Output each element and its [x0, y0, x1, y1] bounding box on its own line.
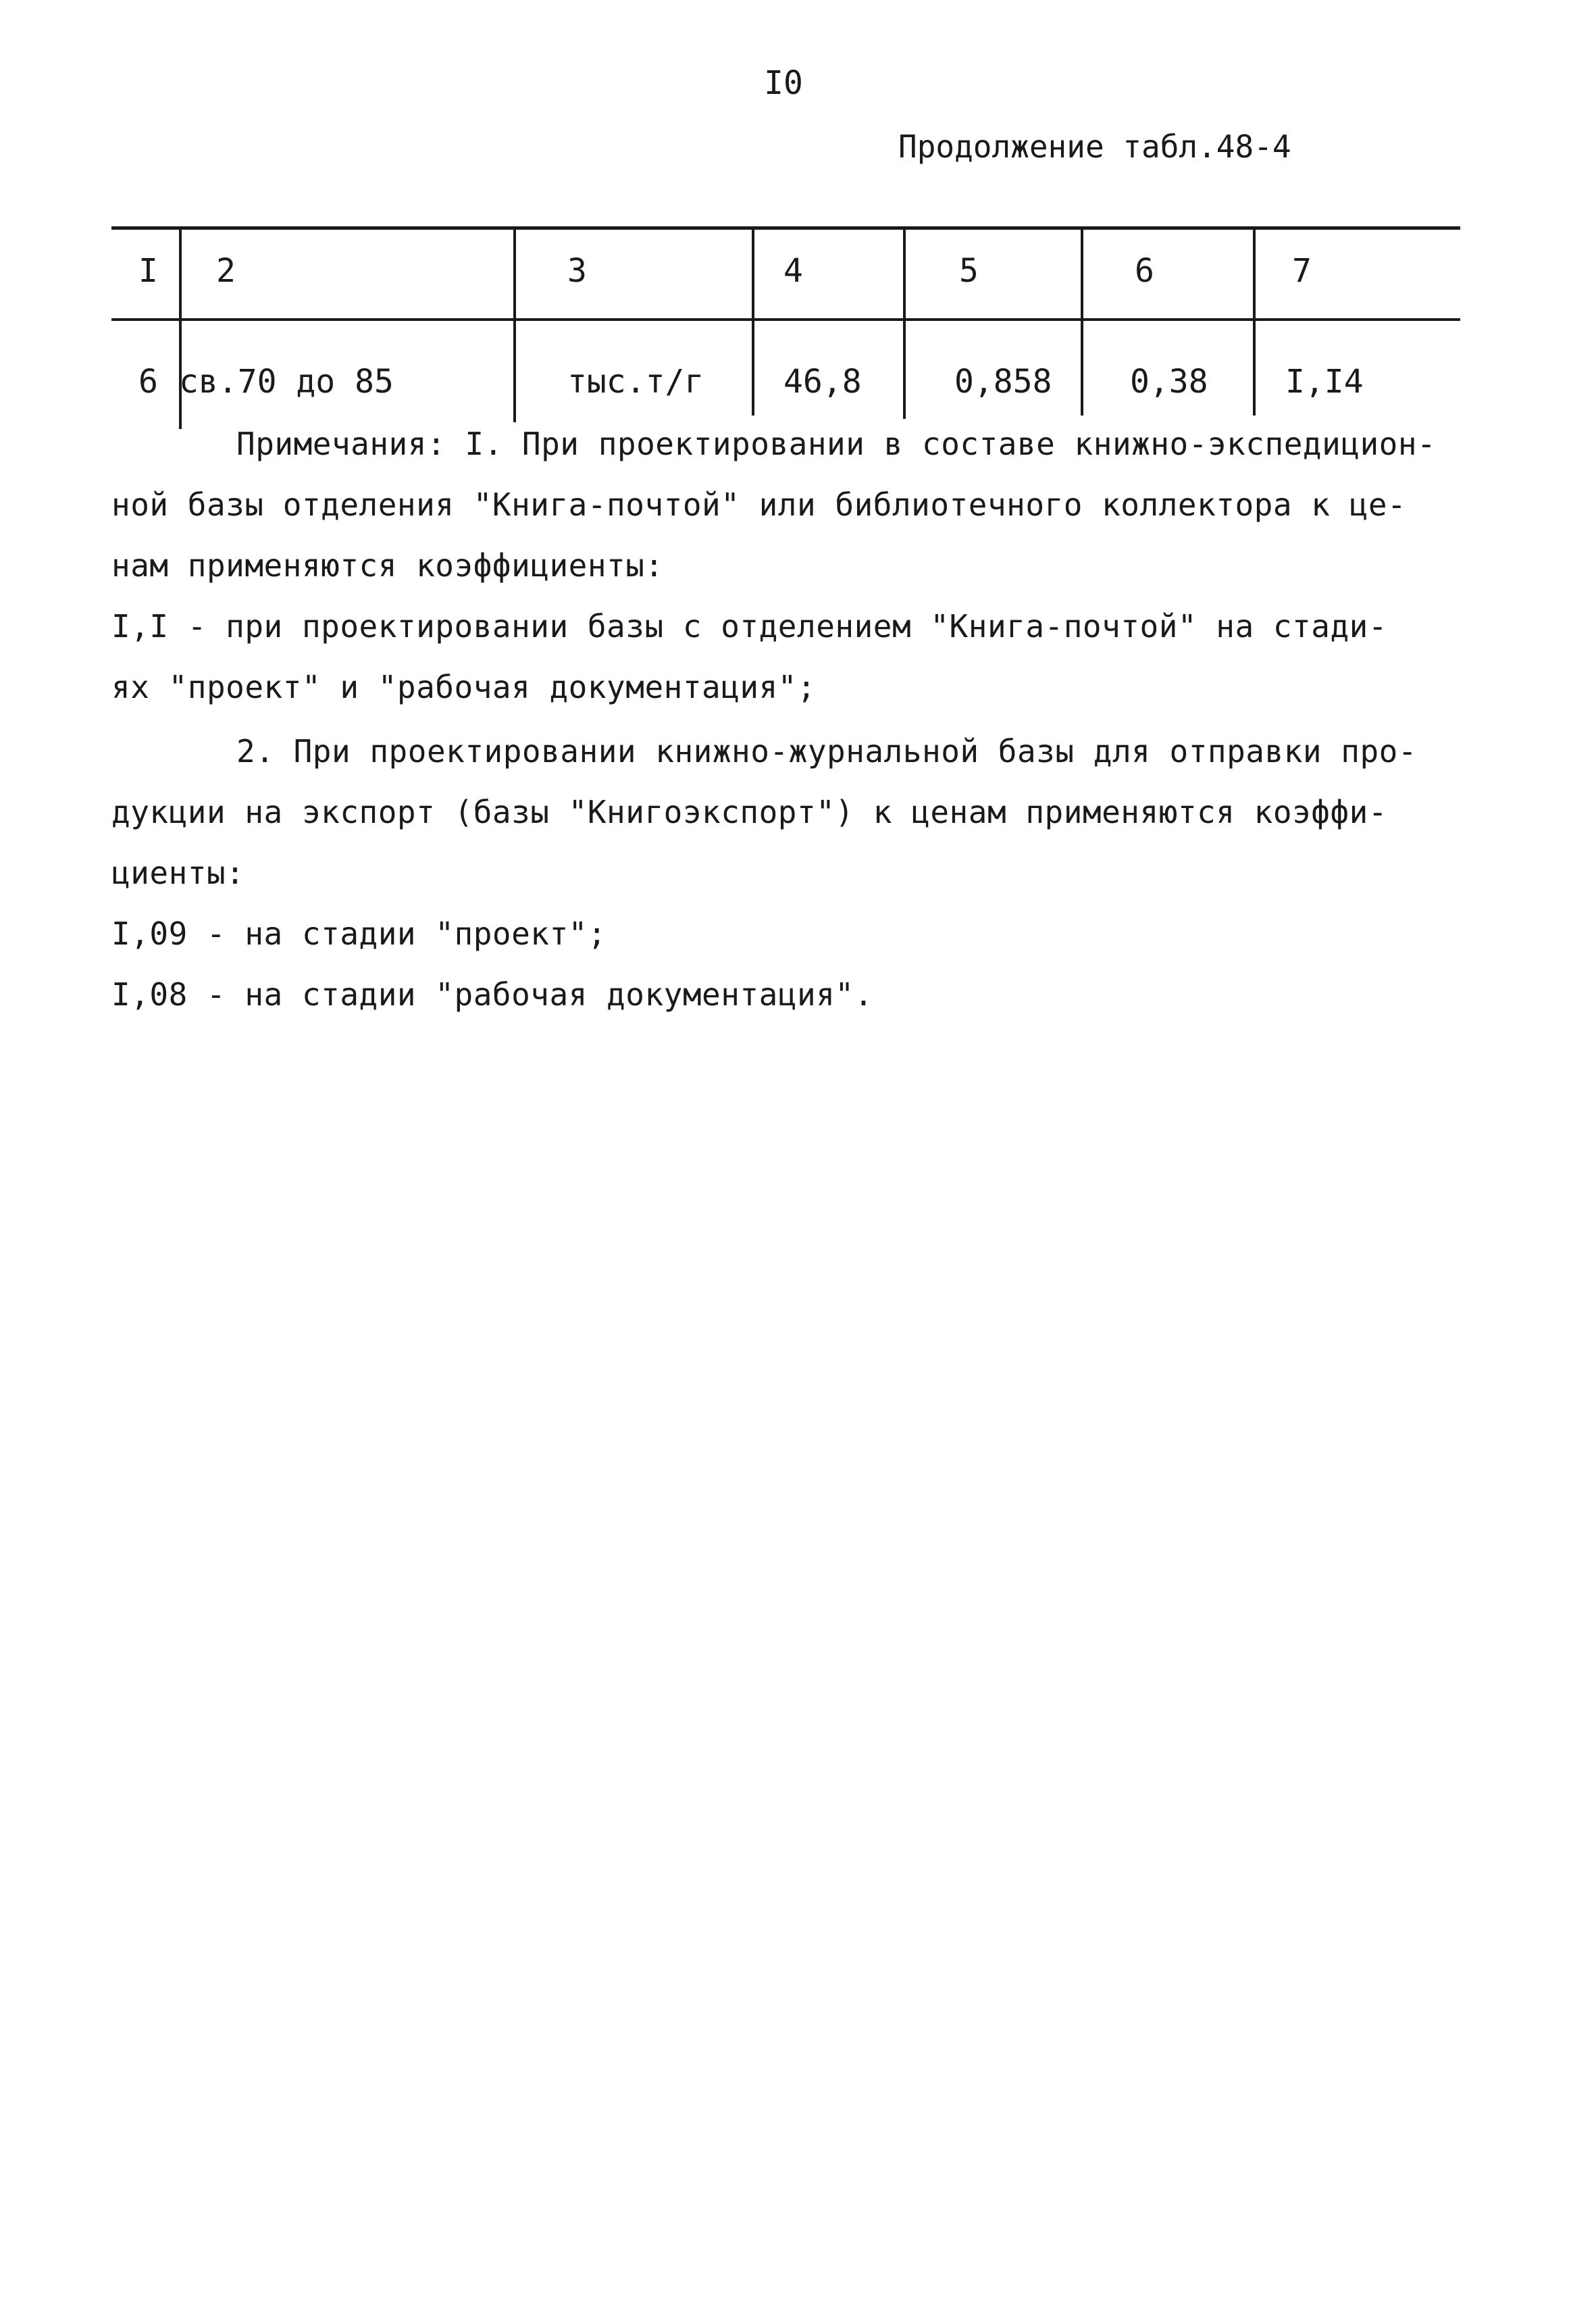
table-caption: Продолжение табл.48-4 [898, 128, 1291, 165]
table-header-cell: 2 [216, 252, 236, 290]
note-line: 2. При проектировании книжно-журнальной базы для отправки про- [236, 733, 1418, 770]
table-cell: 46,8 [783, 363, 862, 401]
table-cell: 6 [138, 363, 158, 401]
note-line: дукции на экспорт (базы "Книгоэкспорт") к ценам применяются коэффи- [111, 794, 1388, 830]
table-cell: 0,858 [954, 363, 1052, 401]
column-divider [1081, 226, 1083, 416]
data-table [111, 226, 1460, 429]
note-line: Примечания: I. При проектировании в составе книжно-экспедицион- [236, 426, 1437, 462]
table-cell: тыс.т/г [567, 363, 704, 401]
page-number: I0 [764, 64, 803, 102]
note-line: I,09 - на стадии "проект"; [111, 915, 607, 952]
note-line: нам применяются коэффициенты: [111, 547, 664, 584]
column-divider [752, 226, 754, 416]
table-cell: I,I4 [1285, 363, 1364, 401]
column-divider [903, 226, 906, 419]
note-line: циенты: [111, 855, 245, 891]
table-top-rule [111, 226, 1460, 230]
table-header-cell: 6 [1135, 252, 1154, 290]
note-line: ях "проект" и "рабочая документация"; [111, 669, 817, 705]
column-divider [1253, 226, 1256, 416]
table-header-cell: 4 [783, 252, 803, 290]
table-cell: св.70 до 85 [179, 363, 394, 401]
table-header-cell: 7 [1292, 252, 1312, 290]
note-line: I,08 - на стадии "рабочая документация". [111, 976, 873, 1013]
note-line: ной базы отделения "Книга-почтой" или библиотечного коллектора к це- [111, 486, 1407, 523]
column-divider [513, 226, 516, 422]
table-header-cell: I [138, 252, 158, 290]
note-line: I,I - при проектировании базы с отделением "Книга-почтой" на стади- [111, 608, 1388, 645]
table-cell: 0,38 [1130, 363, 1208, 401]
table-header-cell: 5 [959, 252, 979, 290]
table-header-cell: 3 [567, 252, 587, 290]
table-header-rule [111, 318, 1460, 321]
